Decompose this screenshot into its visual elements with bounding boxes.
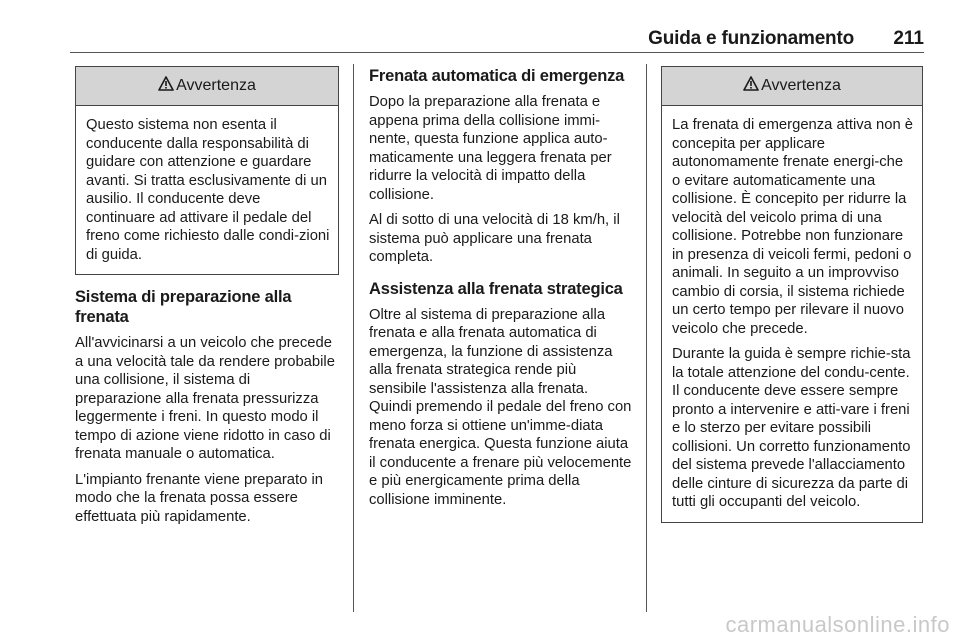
section-title-brake-prep: Sistema di preparazione alla frenata (75, 288, 292, 326)
middle-column (369, 66, 633, 516)
paragraph: All'avvicinarsi a un veicolo che precede a una velocità tale da rendere probabile una collisione, il sistema di preparazione alla frenata pressurizza leggermente i freni. In questo modo il tempo di azione viene ridotto in caso di frenata manuale o automatica. (75, 335, 335, 462)
warning-title: Avvertenza (176, 76, 256, 94)
watermark: carmanualsonline.info (725, 612, 950, 637)
right-column (661, 66, 923, 535)
paragraph: Durante la guida è sempre richie-sta la totale attenzione del condu-cente. Il conducente deve essere sempre pronto a intervenire e atti-vare i freni e lo sterzo per evitare possibili collisioni. Un corretto funzionamento del sistema prevede l'allacciamento delle cinture di sicurezza da parte di tutti gli occupanti del veicolo. (672, 346, 911, 510)
page-header (70, 26, 924, 53)
warning-text: Questo sistema non esenta il conducente dalla responsabilità di guidare con attenzione e guardare avanti. Si tratta esclusivamente di un ausilio. Il conducente deve continuare ad attivare il pedale del freno come richiesto dalle condi-zioni di guida. (86, 117, 330, 263)
warning-text (662, 106, 922, 522)
warning-triangle-icon (158, 76, 174, 97)
warning-box-left (75, 66, 339, 275)
paragraph: La frenata di emergenza attiva non è concepita per applicare autonomamente frenate energi-che o evitare automaticamente una collisione. È concepito per ridurre la velocità del veicolo prima di una collisione. Potrebbe non funzionare in presenza di veicoli fermi, pedoni o animali. In seguito a un improvviso cambio di corsia, il sistema richiede un certo tempo per rilevare il nuovo veicolo che precede. (672, 117, 914, 337)
paragraph: Dopo la preparazione alla frenata e appena prima della collisione immi-nente, questa funzione applica auto-maticamente una leggera frenata per ridurre la velocità di impatto della collisione. (369, 94, 612, 203)
warning-triangle-icon (743, 76, 759, 97)
warning-header (662, 67, 922, 106)
paragraph: L'impianto frenante viene preparato in modo che la frenata possa essere effettuata più rapidamente. (75, 471, 323, 525)
paragraph: Al di sotto di una velocità di 18 km/h, il sistema può applicare una frenata completa. (369, 212, 620, 265)
paragraph: Oltre al sistema di preparazione alla frenata e alla frenata automatica di emergenza, la funzione di assistenza alla frenata strategica rende più sensibile l'assistenza alla frenata. Quindi premendo il pedale del freno con meno forza si ottiene un'imme-diata frenata energica. Questa funzione aiuta il conducente a frenare più velocemente e più energicamente prima della collisione imminente. (369, 306, 632, 508)
section-title-auto-emergency-brake: Frenata automatica di emergenza (369, 67, 625, 85)
page-number: 211 (893, 28, 924, 49)
column-divider-right (646, 64, 647, 612)
chapter-title: Guida e funzionamento (648, 28, 854, 49)
warning-box-right (661, 66, 923, 523)
warning-header (76, 67, 338, 106)
left-column (75, 66, 339, 533)
section-title-strategic-brake-assist: Assistenza alla frenata strategica (369, 279, 623, 298)
column-divider-left (353, 64, 354, 612)
warning-title: Avvertenza (761, 76, 841, 94)
